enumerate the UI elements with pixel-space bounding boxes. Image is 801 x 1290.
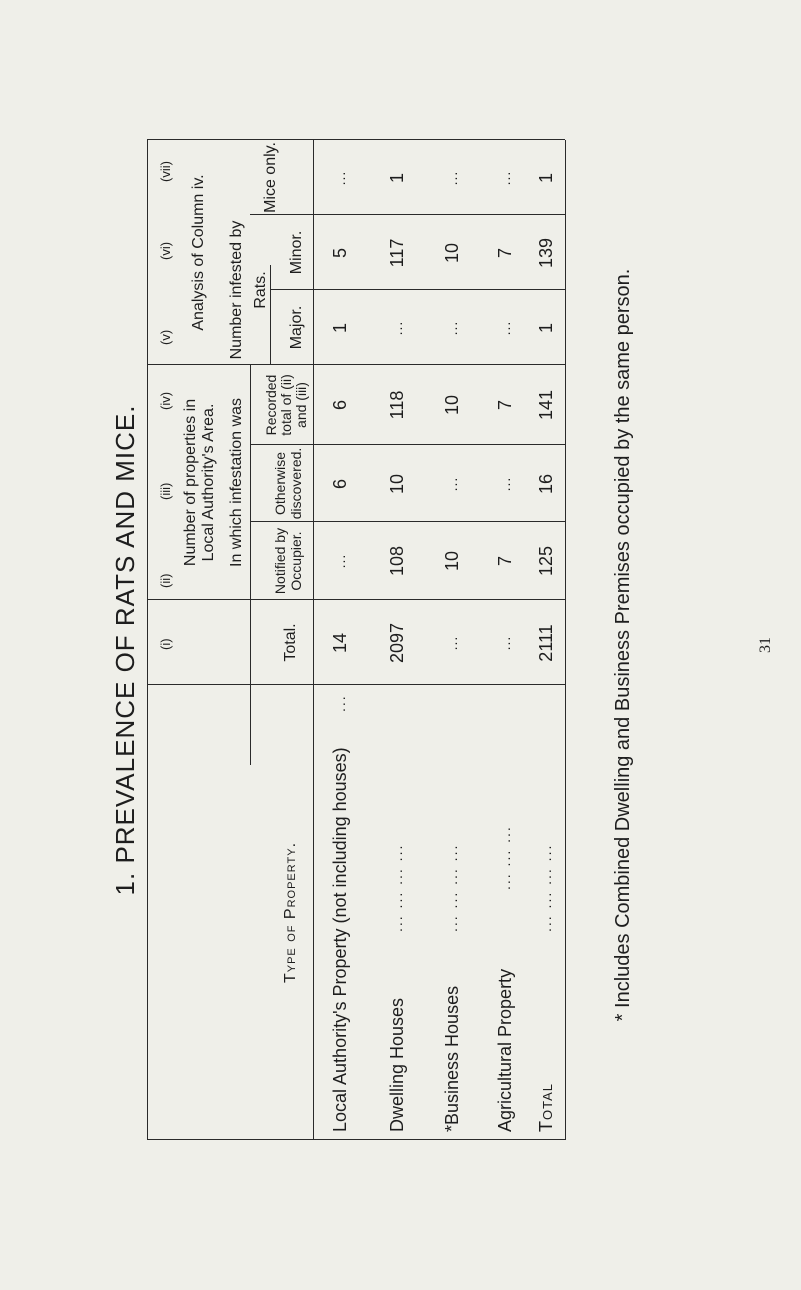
cell-mice-only: ... <box>497 170 513 186</box>
cell-rats-major: 1 <box>330 323 350 334</box>
header-number-infested-by: Number infested by <box>228 220 245 360</box>
header-minor: Minor. <box>288 230 305 275</box>
header-total: Total. <box>282 623 299 662</box>
row-leader-total: ... ... ... ... <box>538 843 554 932</box>
cell-notified: 7 <box>495 556 515 567</box>
header-mice-only: Mice only. <box>262 142 279 213</box>
header-analysis: Analysis of Column iv. <box>190 174 207 331</box>
row-label-local-authority: Local Authority's Property (not including houses) <box>330 747 350 1132</box>
header-recorded-line3: and (iii) <box>293 382 309 428</box>
cell-total: ... <box>444 635 460 651</box>
header-notified-line2: Occupier. <box>288 531 304 591</box>
rule-top <box>147 140 148 1140</box>
colnum-v: (v) <box>158 329 173 345</box>
row-label-agricultural-property: Agricultural Property <box>495 968 515 1132</box>
cell-rats-major: ... <box>444 320 460 336</box>
row-leader-local-authority: ... <box>332 694 348 712</box>
rule-rats-top <box>270 265 271 365</box>
cell-otherwise: ... <box>497 476 513 492</box>
cell-rats-minor: 117 <box>387 238 407 268</box>
cell-mice-only: ... <box>444 170 460 186</box>
table-title: 1. PREVALENCE OF RATS AND MICE. <box>110 404 140 896</box>
footnote: * Includes Combined Dwelling and Business Premises occupied by the same person. <box>612 268 634 1022</box>
row-leader-business-houses: ... ... ... ... <box>444 843 460 932</box>
header-recorded-line2: total of (ii) <box>278 374 294 436</box>
rule-type-end <box>147 684 565 685</box>
colnum-ii: (ii) <box>158 573 173 588</box>
cell-rats-minor: 139 <box>536 237 556 269</box>
page-number: 31 <box>757 637 774 653</box>
cell-rats-major: ... <box>497 320 513 336</box>
cell-otherwise: 16 <box>536 473 556 495</box>
header-type-of-property: Type of Property. <box>282 841 299 984</box>
cell-recorded: 6 <box>330 400 350 411</box>
cell-mice-only: 1 <box>536 173 556 184</box>
rule-notified-top <box>250 365 251 765</box>
colnum-i: (i) <box>158 638 173 650</box>
cell-mice-only: 1 <box>387 173 407 184</box>
header-notified-line1: Notified by <box>272 527 288 595</box>
cell-recorded: 118 <box>387 390 407 420</box>
row-label-business-houses: *Business Houses <box>442 985 462 1132</box>
row-label-total: Total <box>536 1083 556 1132</box>
header-properties-line2: Local Authority's Area. <box>200 403 217 562</box>
rule-right <box>147 139 565 140</box>
cell-otherwise: 6 <box>330 479 350 490</box>
cell-total: 2111 <box>536 624 556 662</box>
cell-recorded: 7 <box>495 400 515 411</box>
cell-total: 14 <box>330 632 350 654</box>
rule-bottom <box>565 140 566 1140</box>
colnum-vi: (vi) <box>158 241 173 260</box>
cell-notified: 10 <box>442 550 462 572</box>
cell-recorded: 10 <box>442 394 462 416</box>
header-rats: Rats. <box>252 271 269 309</box>
rule-header-bottom <box>313 140 314 1140</box>
row-leader-agricultural-property: ... ... ... <box>497 825 513 890</box>
cell-rats-minor: 10 <box>442 242 462 264</box>
cell-notified: ... <box>332 553 348 569</box>
header-otherwise-line1: Otherwise <box>272 451 288 516</box>
cell-otherwise: 10 <box>387 473 407 495</box>
cell-total: ... <box>497 635 513 651</box>
rule-major-end <box>270 289 565 290</box>
cell-rats-minor: 7 <box>495 248 515 259</box>
row-leader-dwelling-houses: ... ... ... ... <box>389 843 405 932</box>
cell-rats-minor: 5 <box>330 248 350 259</box>
header-properties-line1: Number of properties in <box>182 398 199 567</box>
rule-left <box>147 1139 565 1140</box>
colnum-iii: (iii) <box>158 482 173 500</box>
row-label-dwelling-houses: Dwelling Houses <box>387 997 407 1132</box>
cell-notified: 125 <box>536 545 556 577</box>
cell-notified: 108 <box>387 545 407 577</box>
cell-rats-major: 1 <box>536 323 556 334</box>
header-recorded-line1: Recorded <box>263 374 279 436</box>
cell-mice-only: ... <box>332 170 348 186</box>
colnum-vii: (vii) <box>158 161 173 182</box>
cell-otherwise: ... <box>444 476 460 492</box>
header-major: Major. <box>288 305 305 350</box>
header-otherwise-line2: discovered. <box>288 447 304 520</box>
cell-recorded: 141 <box>536 389 556 421</box>
cell-total: 2097 <box>387 622 407 664</box>
colnum-iv: (iv) <box>158 391 173 410</box>
header-in-which-infestation: In which infestation was <box>228 398 245 567</box>
cell-rats-major: ... <box>389 320 405 336</box>
